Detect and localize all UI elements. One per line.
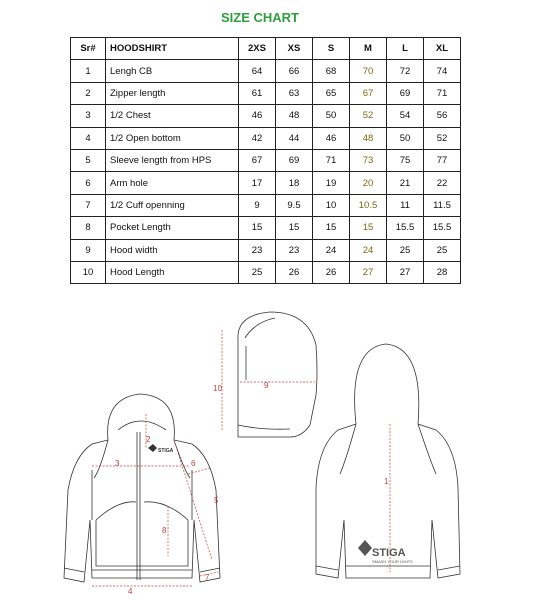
header-cell: L: [387, 38, 424, 60]
measurement-name-cell: Lengh CB: [106, 60, 239, 82]
size-value-cell: 23: [276, 239, 313, 261]
size-value-cell: 72: [387, 60, 424, 82]
size-value-cell: 77: [424, 149, 461, 171]
measurement-name-cell: 1/2 Chest: [106, 105, 239, 127]
size-value-cell: 69: [276, 149, 313, 171]
measurement-name-cell: 1/2 Open bottom: [106, 127, 239, 149]
row-number-cell: 7: [71, 194, 106, 216]
back-logo: [358, 540, 413, 564]
size-value-cell: 75: [387, 149, 424, 171]
back-dim-label-1: 1: [384, 477, 389, 486]
measurement-name-cell: Hood Length: [106, 261, 239, 283]
size-value-cell: 48: [276, 105, 313, 127]
size-value-cell: 48: [350, 127, 387, 149]
front-dim-label-3: 3: [115, 459, 120, 468]
size-value-cell: 46: [239, 105, 276, 127]
size-value-cell: 61: [239, 82, 276, 104]
size-value-cell: 27: [387, 261, 424, 283]
size-value-cell: 15: [276, 217, 313, 239]
size-value-cell: 21: [387, 172, 424, 194]
size-value-cell: 63: [276, 82, 313, 104]
size-value-cell: 11: [387, 194, 424, 216]
size-value-cell: 28: [424, 261, 461, 283]
size-value-cell: 44: [276, 127, 313, 149]
size-value-cell: 24: [313, 239, 350, 261]
front-dim-label-2: 2: [146, 435, 151, 444]
size-value-cell: 52: [350, 105, 387, 127]
back-logo-tagline: SMASH YOUR LIMITS: [372, 559, 413, 564]
size-value-cell: 56: [424, 105, 461, 127]
size-value-cell: 69: [387, 82, 424, 104]
size-value-cell: 9: [239, 194, 276, 216]
front-dim-label-6: 6: [191, 459, 196, 468]
header-cell: HOODSHIRT: [106, 38, 239, 60]
size-value-cell: 67: [350, 82, 387, 104]
size-value-cell: 74: [424, 60, 461, 82]
row-number-cell: 4: [71, 127, 106, 149]
header-cell: Sr#: [71, 38, 106, 60]
header-cell: S: [313, 38, 350, 60]
hood-side-drawing: [238, 312, 317, 437]
size-value-cell: 54: [387, 105, 424, 127]
size-value-cell: 71: [313, 149, 350, 171]
measurement-name-cell: Pocket Length: [106, 217, 239, 239]
size-value-cell: 71: [424, 82, 461, 104]
row-number-cell: 6: [71, 172, 106, 194]
size-value-cell: 68: [313, 60, 350, 82]
size-value-cell: 19: [313, 172, 350, 194]
size-value-cell: 73: [350, 149, 387, 171]
row-number-cell: 1: [71, 60, 106, 82]
size-value-cell: 50: [387, 127, 424, 149]
size-value-cell: 15: [239, 217, 276, 239]
header-cell: 2XS: [239, 38, 276, 60]
size-value-cell: 42: [239, 127, 276, 149]
row-number-cell: 8: [71, 217, 106, 239]
front-dim-label-8: 8: [162, 526, 167, 535]
size-value-cell: 23: [239, 239, 276, 261]
header-cell: M: [350, 38, 387, 60]
hood-dim-label-10: 10: [213, 384, 222, 393]
row-number-cell: 5: [71, 149, 106, 171]
size-value-cell: 50: [313, 105, 350, 127]
size-value-cell: 11.5: [424, 194, 461, 216]
page-title: SIZE CHART: [221, 10, 299, 25]
size-value-cell: 15: [313, 217, 350, 239]
front-dim-label-4: 4: [128, 587, 133, 596]
size-value-cell: 66: [276, 60, 313, 82]
size-value-cell: 46: [313, 127, 350, 149]
size-value-cell: 25: [424, 239, 461, 261]
size-value-cell: 52: [424, 127, 461, 149]
size-value-cell: 9.5: [276, 194, 313, 216]
header-cell: XL: [424, 38, 461, 60]
size-value-cell: 24: [350, 239, 387, 261]
size-value-cell: 70: [350, 60, 387, 82]
hoodie-front-drawing: [64, 394, 220, 582]
row-number-cell: 2: [71, 82, 106, 104]
row-number-cell: 9: [71, 239, 106, 261]
size-value-cell: 22: [424, 172, 461, 194]
measurement-name-cell: Hood width: [106, 239, 239, 261]
size-value-cell: 15: [350, 217, 387, 239]
hoodie-back-drawing: [316, 344, 460, 578]
size-value-cell: 64: [239, 60, 276, 82]
size-value-cell: 20: [350, 172, 387, 194]
size-value-cell: 26: [313, 261, 350, 283]
row-number-cell: 3: [71, 105, 106, 127]
measurement-name-cell: Sleeve length from HPS: [106, 149, 239, 171]
size-value-cell: 15.5: [424, 217, 461, 239]
measurement-name-cell: Arm hole: [106, 172, 239, 194]
size-value-cell: 15.5: [387, 217, 424, 239]
header-cell: XS: [276, 38, 313, 60]
front-dim-label-5: 5: [214, 496, 219, 505]
size-value-cell: 27: [350, 261, 387, 283]
chest-logo-text: STIGA: [158, 448, 174, 454]
size-value-cell: 17: [239, 172, 276, 194]
size-value-cell: 25: [239, 261, 276, 283]
size-value-cell: 65: [313, 82, 350, 104]
size-value-cell: 18: [276, 172, 313, 194]
size-value-cell: 25: [387, 239, 424, 261]
size-value-cell: 67: [239, 149, 276, 171]
back-logo-text: STIGA: [372, 547, 406, 559]
size-value-cell: 26: [276, 261, 313, 283]
row-number-cell: 10: [71, 261, 106, 283]
size-value-cell: 10: [313, 194, 350, 216]
measurement-name-cell: 1/2 Cuff openning: [106, 194, 239, 216]
hood-dim-label-9: 9: [264, 381, 269, 390]
measurement-name-cell: Zipper length: [106, 82, 239, 104]
size-value-cell: 10.5: [350, 194, 387, 216]
chest-logo: [148, 444, 174, 454]
front-dim-label-7: 7: [205, 573, 210, 582]
